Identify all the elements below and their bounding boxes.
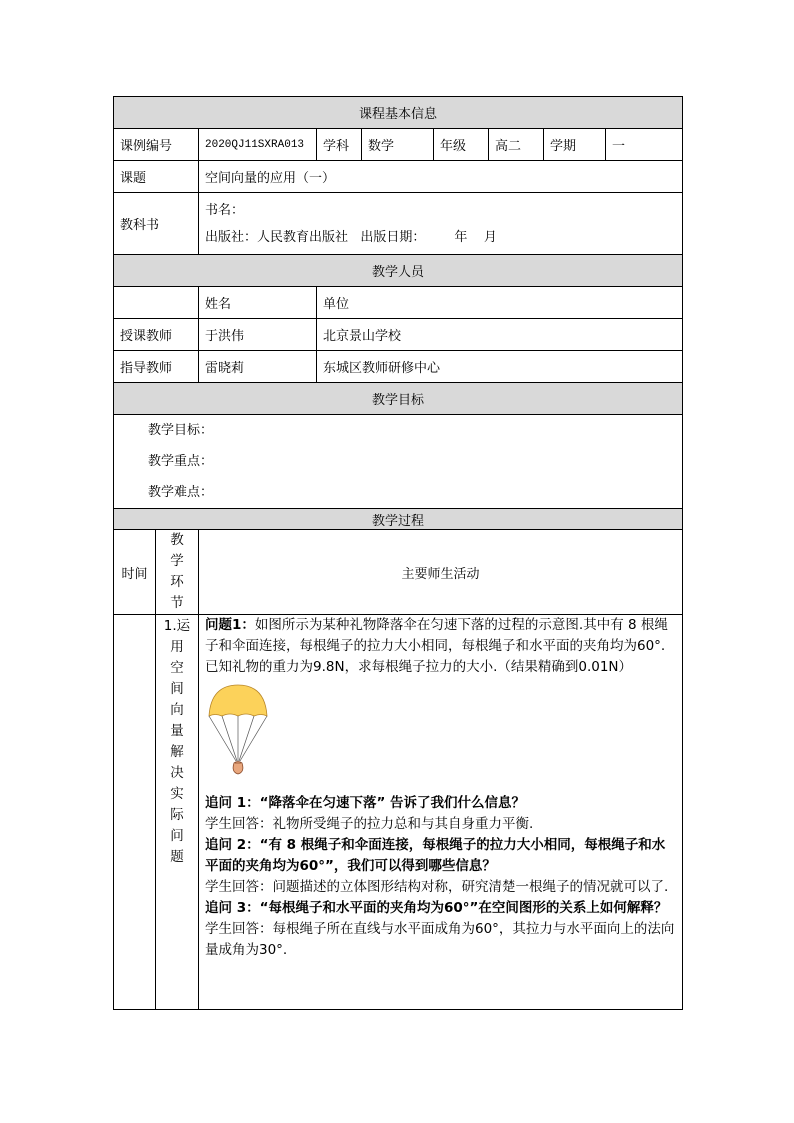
activity-header: 主要师生活动 bbox=[199, 530, 683, 615]
grade-label: 年级 bbox=[434, 129, 489, 161]
subject-value: 数学 bbox=[362, 129, 434, 161]
section-goals: 教学目标 bbox=[114, 383, 683, 415]
staff-row bbox=[114, 351, 683, 383]
student-answer-3: 学生回答：每根绳子所在直线与水平面成角为60°，其拉力与水平面向上的法向量成角为30°. bbox=[205, 921, 675, 958]
staff-role: 授课教师 bbox=[114, 319, 199, 351]
grade-value: 高二 bbox=[489, 129, 544, 161]
case-no-label: 课例编号 bbox=[114, 129, 199, 161]
key-point-label: 教学重点： bbox=[148, 454, 214, 469]
topic-value: 空间向量的应用（一） bbox=[199, 161, 683, 193]
book-name: 书名： bbox=[205, 202, 245, 218]
staff-unit: 东城区教师研修中心 bbox=[317, 351, 683, 383]
time-header: 时间 bbox=[114, 530, 156, 615]
difficulty-label: 教学难点： bbox=[148, 485, 214, 500]
followup-question-1: 追问 1：“降落伞在匀速下落” 告诉了我们什么信息？ bbox=[205, 795, 526, 811]
stage-header: 教 学 环 节 bbox=[156, 530, 199, 615]
followup-question-3: 追问 3：“每根绳子和水平面的夹角均为60°”在空间图形的关系上如何解释？ bbox=[205, 900, 668, 916]
objective-label: 教学目标： bbox=[148, 423, 214, 438]
problem-text: 如图所示为某种礼物降落伞在匀速下落的过程的示意图.其中有 8 根绳子和伞面连接，每根绳子的拉力大小相同，每根绳子和水平面的夹角均为60°. 已知礼物的重力为9.8N，求每根绳子拉力的大小.（结果精确到0.01N） bbox=[205, 617, 668, 675]
student-answer-1: 学生回答：礼物所受绳子的拉力总和与其自身重力平衡. bbox=[205, 816, 534, 832]
time-cell bbox=[114, 615, 156, 1010]
case-no-value: 2020QJ11SXRA013 bbox=[199, 129, 317, 161]
staff-name: 雷晓莉 bbox=[199, 351, 317, 383]
stage-name: 1.运 用 空 间 向 量 解 决 实 际 问 题 bbox=[156, 615, 199, 1010]
unit-header: 单位 bbox=[317, 287, 683, 319]
subject-label: 学科 bbox=[317, 129, 362, 161]
parachute-icon bbox=[207, 684, 269, 776]
goals-block bbox=[114, 415, 683, 509]
term-label: 学期 bbox=[544, 129, 606, 161]
section-basic-info: 课程基本信息 bbox=[114, 97, 683, 129]
textbook-info bbox=[199, 193, 683, 255]
followup-question-2: 追问 2：“有 8 根绳子和伞面连接，每根绳子的拉力大小相同，每根绳子和水平面的夹角均为60°”，我们可以得到哪些信息？ bbox=[205, 837, 666, 874]
activity-content bbox=[199, 615, 683, 1010]
topic-label: 课题 bbox=[114, 161, 199, 193]
section-staff: 教学人员 bbox=[114, 255, 683, 287]
staff-corner bbox=[114, 287, 199, 319]
term-value: 一 bbox=[606, 129, 683, 161]
staff-name: 于洪伟 bbox=[199, 319, 317, 351]
section-process: 教学过程 bbox=[114, 509, 683, 530]
staff-role: 指导教师 bbox=[114, 351, 199, 383]
student-answer-2: 学生回答：问题描述的立体图形结构对称，研究清楚一根绳子的情况就可以了. bbox=[205, 879, 669, 895]
textbook-label: 教科书 bbox=[114, 193, 199, 255]
staff-row bbox=[114, 319, 683, 351]
publisher-line: 出版社：人民教育出版社 出版日期： 年 月 bbox=[205, 229, 497, 245]
parachute-figure bbox=[207, 684, 678, 783]
problem-label: 问题1： bbox=[205, 617, 255, 633]
problem-1 bbox=[205, 615, 678, 678]
course-info-table bbox=[113, 96, 683, 1010]
name-header: 姓名 bbox=[199, 287, 317, 319]
staff-unit: 北京景山学校 bbox=[317, 319, 683, 351]
